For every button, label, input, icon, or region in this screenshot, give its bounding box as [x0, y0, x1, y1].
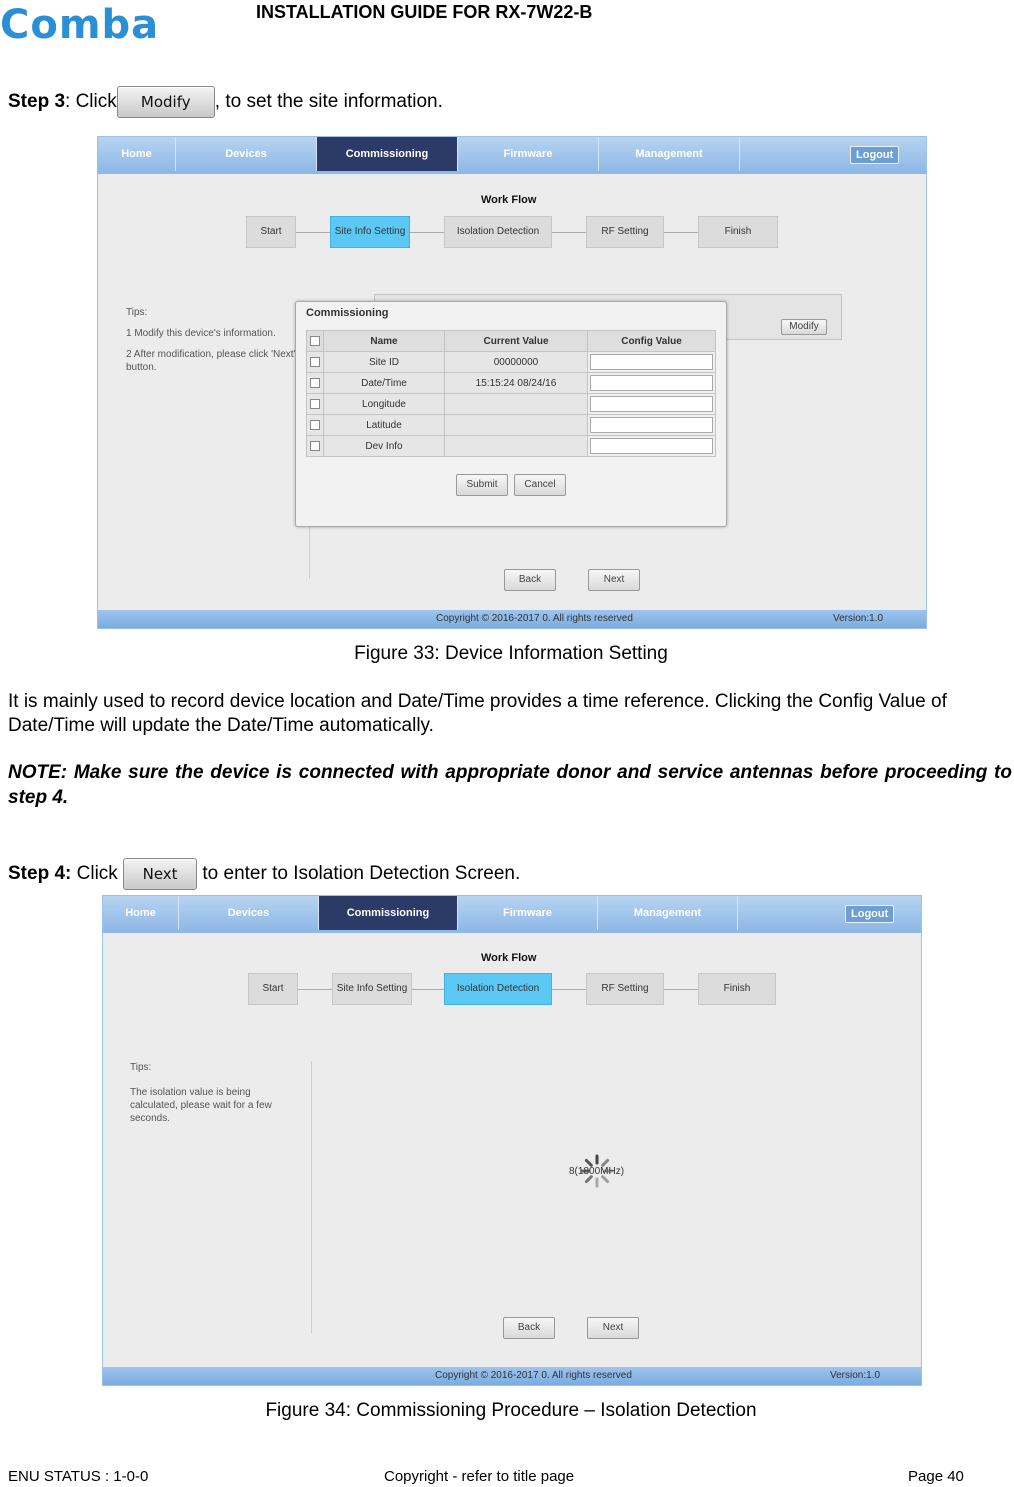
row-name: Dev Info — [324, 436, 445, 457]
content-panel — [103, 930, 921, 1367]
figure33-caption: Figure 33: Device Information Setting — [354, 643, 668, 664]
step-start: Start — [246, 216, 296, 248]
step-arrow — [296, 232, 330, 233]
step3-line — [8, 86, 443, 118]
figure33-screenshot — [97, 136, 927, 629]
step4-line — [8, 858, 520, 890]
tips-title: Tips: — [126, 307, 148, 318]
row-checkbox[interactable] — [310, 357, 320, 367]
top-nav — [103, 896, 921, 930]
row-checkbox[interactable] — [310, 420, 320, 430]
top-nav — [98, 137, 926, 171]
footer-copyright: Copyright - refer to title page — [384, 1468, 575, 1485]
select-all-checkbox[interactable] — [310, 336, 320, 346]
step-finish: Finish — [698, 216, 778, 248]
step4-text-after: to enter to Isolation Detection Screen. — [197, 863, 521, 885]
col-name: Name — [324, 331, 445, 352]
loading-spinner-icon — [579, 1153, 615, 1189]
divider — [311, 1061, 312, 1333]
submit-button[interactable]: Submit — [456, 474, 508, 496]
tip-item: 1 Modify this device's information. — [126, 328, 276, 339]
copyright-bar — [98, 610, 926, 628]
table-row — [307, 436, 716, 457]
loading-text: 8(1800MHz) — [569, 1166, 625, 1177]
step-finish: Finish — [698, 973, 776, 1005]
next-button[interactable]: Next — [587, 1317, 639, 1339]
modify-button[interactable]: Modify — [781, 319, 827, 335]
step-arrow — [664, 989, 698, 990]
row-name: Site ID — [324, 352, 445, 373]
tips — [126, 306, 296, 374]
row-checkbox-cell — [307, 352, 324, 373]
nav-commissioning[interactable]: Commissioning — [317, 137, 458, 171]
tips-title: Tips: — [130, 1062, 152, 1073]
nav-home[interactable]: Home — [98, 137, 176, 171]
table-row — [307, 352, 716, 373]
col-current-value: Current Value — [445, 331, 588, 352]
footer-status: ENU STATUS : 1-0-0 — [8, 1468, 149, 1485]
row-current-value — [445, 436, 588, 457]
step3-text-before: : Click — [65, 91, 117, 113]
step-arrow — [410, 232, 444, 233]
copyright-text: Copyright © 2016-2017 0. All rights reserved — [436, 613, 633, 624]
nav-management[interactable]: Management — [599, 137, 740, 171]
nav-home[interactable]: Home — [103, 896, 179, 930]
row-checkbox[interactable] — [310, 441, 320, 451]
step-isolation: Isolation Detection — [444, 973, 552, 1005]
row-name: Date/Time — [324, 373, 445, 394]
row-checkbox[interactable] — [310, 378, 320, 388]
select-all-cell — [307, 331, 324, 352]
table-header-row — [307, 331, 716, 352]
step3-label: Step 3 — [8, 91, 66, 113]
row-current-value: 00000000 — [445, 352, 588, 373]
nav-firmware[interactable]: Firmware — [458, 137, 599, 171]
step-start: Start — [248, 973, 298, 1005]
row-config-cell — [588, 373, 716, 394]
row-current-value — [445, 394, 588, 415]
row-checkbox-cell — [307, 436, 324, 457]
step4-label: Step 4: — [8, 863, 72, 885]
row-checkbox-cell — [307, 394, 324, 415]
document-title: INSTALLATION GUIDE FOR RX-7W22-B — [256, 2, 593, 22]
copyright-text: Copyright © 2016-2017 0. All rights reserved — [435, 1370, 632, 1381]
step-arrow — [552, 232, 586, 233]
step3-text-after: , to set the site information. — [214, 91, 443, 113]
step-arrow — [664, 232, 698, 233]
commissioning-dialog — [295, 301, 727, 527]
row-checkbox[interactable] — [310, 399, 320, 409]
date-time-input[interactable] — [590, 375, 713, 391]
step-arrow — [552, 989, 586, 990]
dialog-title: Commissioning — [306, 307, 389, 319]
step-site-info: Site Info Setting — [332, 973, 412, 1005]
table-row — [307, 373, 716, 394]
figure34-screenshot — [102, 895, 922, 1386]
step-site-info: Site Info Setting — [330, 216, 410, 248]
row-name: Longitude — [324, 394, 445, 415]
figure34-caption: Figure 34: Commissioning Procedure – Isolation Detection — [265, 1400, 757, 1421]
logout-button[interactable]: Logout — [845, 905, 894, 923]
version-text: Version:1.0 — [833, 613, 884, 624]
step-rf-setting: RF Setting — [586, 973, 664, 1005]
nav-devices[interactable]: Devices — [179, 896, 319, 930]
logout-button[interactable]: Logout — [850, 146, 899, 164]
back-button[interactable]: Back — [504, 569, 556, 591]
next-button-image: Next — [123, 858, 197, 890]
row-current-value: 15:15:24 08/24/16 — [445, 373, 588, 394]
nav-commissioning[interactable]: Commissioning — [319, 896, 458, 930]
note: NOTE: Make sure the device is connected with appropriate donor and service antennas before proceeding to step 4. — [8, 762, 1012, 808]
row-checkbox-cell — [307, 415, 324, 436]
step-arrow — [412, 989, 444, 990]
step-rf-setting: RF Setting — [586, 216, 664, 248]
step-isolation: Isolation Detection — [444, 216, 552, 248]
row-config-cell — [588, 436, 716, 457]
row-name: Latitude — [324, 415, 445, 436]
row-config-cell — [588, 394, 716, 415]
nav-firmware[interactable]: Firmware — [458, 896, 598, 930]
dev-info-input[interactable] — [590, 438, 713, 454]
tip-item: 2 After modification, please click 'Next' button. — [126, 349, 296, 373]
next-button[interactable]: Next — [588, 569, 640, 591]
copyright-bar — [103, 1367, 921, 1385]
row-config-cell — [588, 415, 716, 436]
table-row — [307, 415, 716, 436]
row-checkbox-cell — [307, 373, 324, 394]
longitude-input[interactable] — [590, 396, 713, 412]
footer-page-number: Page 40 — [908, 1468, 964, 1485]
back-button[interactable]: Back — [503, 1317, 555, 1339]
workflow-title: Work Flow — [481, 194, 537, 206]
description-paragraph: It is mainly used to record device location and Date/Time provides a time reference. Clicking the Config Value of Date/Time will update the Date/Time automatically. — [8, 691, 947, 736]
site-id-input[interactable] — [590, 354, 713, 370]
nav-management[interactable]: Management — [598, 896, 738, 930]
row-config-cell — [588, 352, 716, 373]
tip-item: The isolation value is being calculated, please wait for a few seconds. — [130, 1087, 272, 1124]
col-config-value: Config Value — [588, 331, 716, 352]
tips — [130, 1061, 290, 1125]
step-arrow — [298, 989, 332, 990]
cancel-button[interactable]: Cancel — [514, 474, 566, 496]
comba-logo: Comba — [0, 2, 160, 48]
modify-button-image: Modify — [117, 86, 215, 118]
nav-devices[interactable]: Devices — [176, 137, 317, 171]
latitude-input[interactable] — [590, 417, 713, 433]
step4-text-before: Click — [71, 863, 118, 885]
table-row — [307, 394, 716, 415]
version-text: Version:1.0 — [830, 1370, 881, 1381]
workflow-title: Work Flow — [481, 952, 537, 964]
config-table — [306, 330, 716, 457]
row-current-value — [445, 415, 588, 436]
